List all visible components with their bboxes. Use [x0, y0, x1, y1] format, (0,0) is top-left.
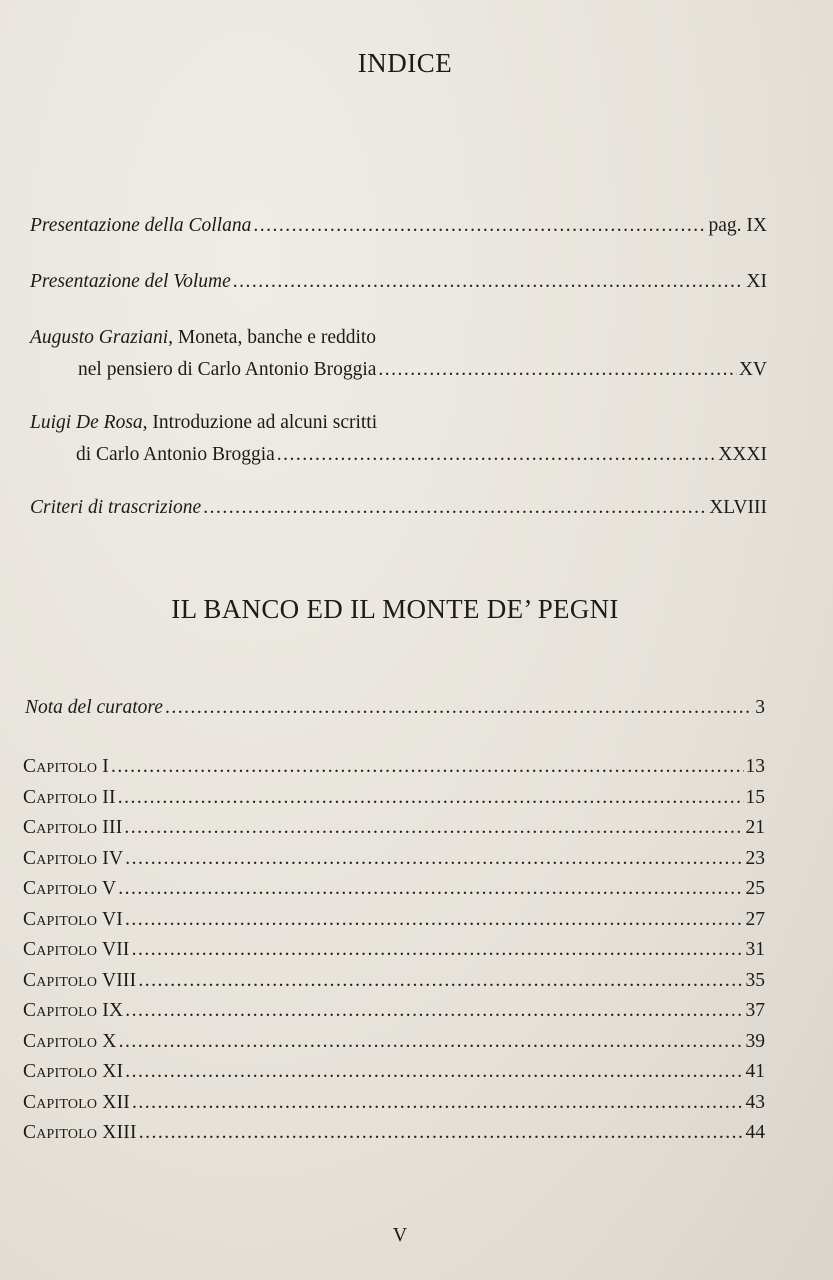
chapter-entry[interactable] — [23, 966, 765, 997]
leader-dots — [138, 966, 743, 997]
leader-dots — [111, 752, 743, 783]
chapter-entry[interactable] — [23, 1118, 765, 1149]
toc-entry[interactable] — [30, 266, 767, 298]
chapter-label: Capitolo XI — [23, 1061, 124, 1082]
toc-entry-title: , Introduzione ad alcuni scritti — [142, 412, 378, 433]
chapter-label: Capitolo X — [23, 1030, 117, 1052]
toc-page-number: 41 — [745, 1061, 765, 1082]
chapter-entry[interactable] — [23, 996, 765, 1027]
chapter-entry[interactable] — [23, 752, 765, 783]
toc-page-number: XV — [738, 359, 767, 380]
toc-page-number: 31 — [745, 939, 765, 960]
chapter-entry[interactable] — [23, 935, 765, 966]
chapter-label: Capitolo XIII — [23, 1122, 137, 1143]
toc-page-number: 44 — [745, 1122, 765, 1143]
toc-page-number: 39 — [745, 1030, 765, 1052]
leader-dots — [125, 996, 743, 1027]
chapter-entry[interactable] — [23, 1088, 765, 1119]
toc-entry-author: Augusto Graziani — [30, 327, 169, 348]
toc-page-number: XI — [746, 271, 767, 292]
leader-dots — [125, 1057, 743, 1088]
leader-dots — [203, 492, 707, 524]
leader-dots — [165, 692, 753, 724]
chapter-label: Capitolo VII — [23, 939, 130, 960]
toc-entry[interactable] — [30, 492, 767, 524]
toc-page-number: 23 — [745, 847, 765, 869]
leader-dots — [118, 783, 744, 814]
leader-dots — [277, 439, 716, 471]
toc-entry-subtitle: di Carlo Antonio Broggia — [76, 444, 275, 465]
section-title: IL BANCO ED IL MONTE DE’ PEGNI — [171, 594, 619, 624]
toc-page-number: XLVIII — [709, 497, 767, 518]
toc-page-number: 15 — [745, 786, 765, 808]
toc-entry[interactable] — [30, 322, 767, 386]
leader-dots — [125, 844, 743, 875]
leader-dots — [118, 874, 743, 905]
chapter-entry[interactable] — [23, 905, 765, 936]
chapter-label: Capitolo XII — [23, 1091, 130, 1113]
chapter-entry[interactable] — [23, 813, 765, 844]
leader-dots — [132, 1088, 744, 1119]
toc-page-number: 13 — [745, 756, 765, 777]
chapter-entry[interactable] — [23, 874, 765, 905]
chapter-label: Capitolo V — [23, 878, 117, 899]
toc-page-number: XXXI — [718, 444, 767, 465]
leader-dots — [124, 813, 743, 844]
leader-dots — [253, 210, 706, 242]
toc-page-number: pag. IX — [708, 215, 767, 236]
toc-page-number: 35 — [745, 969, 765, 991]
toc-page-number: 43 — [745, 1091, 765, 1113]
toc-entry-title: Presentazione del Volume — [30, 271, 231, 292]
chapter-label: Capitolo III — [23, 817, 123, 838]
chapter-entry[interactable] — [23, 1027, 765, 1058]
page-number: V — [392, 1224, 408, 1246]
chapter-list — [23, 752, 765, 1149]
chapter-entry[interactable] — [23, 783, 765, 814]
toc-entry[interactable] — [25, 692, 765, 724]
toc-entry-subtitle: nel pensiero di Carlo Antonio Broggia — [78, 359, 377, 380]
leader-dots — [233, 266, 745, 298]
toc-entry-title: Presentazione della Collana — [30, 215, 252, 236]
chapter-entry[interactable] — [23, 1057, 765, 1088]
leader-dots — [132, 935, 744, 966]
toc-entry[interactable] — [30, 407, 767, 471]
leader-dots — [125, 905, 744, 936]
page-title: INDICE — [357, 48, 453, 78]
toc-page-number: 37 — [745, 1000, 765, 1021]
toc-page-number: 3 — [755, 697, 765, 718]
chapter-label: Capitolo II — [23, 786, 116, 808]
toc-page-number: 27 — [745, 908, 765, 930]
leader-dots — [119, 1027, 744, 1058]
chapter-label: Capitolo VI — [23, 908, 123, 930]
chapter-label: Capitolo IX — [23, 1000, 124, 1021]
toc-page-number: 21 — [745, 817, 765, 838]
toc-entry[interactable] — [30, 210, 767, 242]
chapter-label: Capitolo IV — [23, 847, 124, 869]
leader-dots — [139, 1118, 744, 1149]
leader-dots — [378, 354, 736, 386]
chapter-label: Capitolo I — [23, 756, 110, 777]
toc-entry-title: Criteri di trascrizione — [30, 497, 202, 518]
toc-entry-title: Nota del curatore — [25, 697, 163, 718]
toc-page-number: 25 — [745, 878, 765, 899]
toc-entry-author: Luigi De Rosa — [30, 412, 143, 433]
chapter-label: Capitolo VIII — [23, 969, 137, 991]
toc-entry-title: , Moneta, banche e reddito — [168, 327, 377, 348]
chapter-entry[interactable] — [23, 844, 765, 875]
